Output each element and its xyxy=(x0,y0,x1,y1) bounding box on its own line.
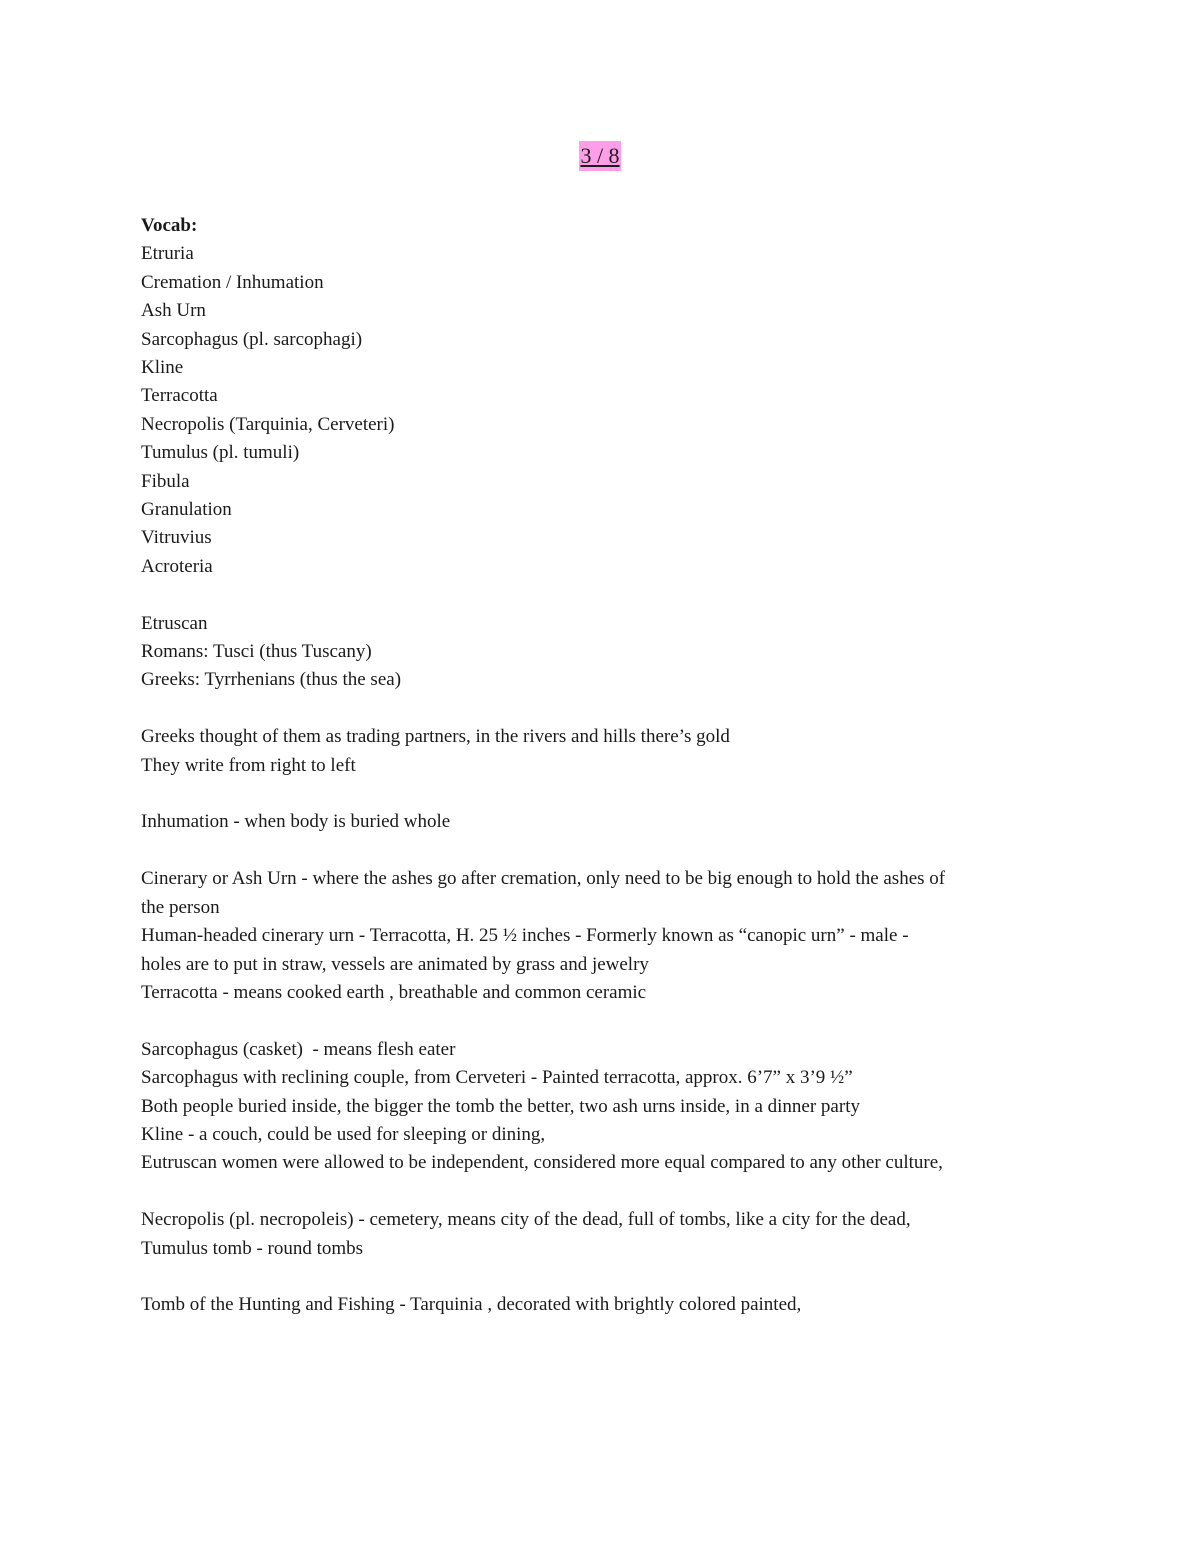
tomb-note: Tomb of the Hunting and Fishing - Tarquinia , decorated with brightly colored painted, xyxy=(141,1294,802,1316)
spacer xyxy=(141,780,1071,808)
vocab-item: Acroteria xyxy=(141,555,213,577)
spacer xyxy=(141,1007,1071,1035)
note-line: They write from right to left xyxy=(141,754,356,776)
note-line: Romans: Tusci (thus Tuscany) xyxy=(141,641,372,663)
vocab-item: Kline xyxy=(141,357,184,379)
vocab-item: Granulation xyxy=(141,499,232,521)
vocab-item: Cremation / Inhumation xyxy=(141,271,324,293)
vocab-item: Sarcophagus (pl. sarcophagi) xyxy=(141,328,363,350)
sarcophagus-section xyxy=(141,1036,1071,1178)
note-line: Terracotta - means cooked earth , breathable and common ceramic xyxy=(141,981,647,1003)
spacer xyxy=(141,837,1071,865)
greeks-section xyxy=(141,723,1071,780)
necropolis-section xyxy=(141,1206,1071,1263)
spacer xyxy=(141,695,1071,723)
vocab-item: Necropolis (Tarquinia, Cerveteri) xyxy=(141,413,395,435)
note-line: Greeks: Tyrrhenians (thus the sea) xyxy=(141,669,402,691)
note-line: Sarcophagus with reclining couple, from Cerveteri - Painted terracotta, approx. 6’7” x 3’9 ½” xyxy=(141,1067,853,1089)
note-line: Necropolis (pl. necropoleis) - cemetery, means city of the dead, full of tombs, like a city for the dead, xyxy=(141,1209,911,1231)
note-line: Human-headed cinerary urn - Terracotta, H. 25 ½ inches - Formerly known as “canopic urn” - male - xyxy=(141,925,909,947)
note-line: Sarcophagus (casket) - means flesh eater xyxy=(141,1038,456,1060)
etruscan-section xyxy=(141,610,1071,695)
note-line: Cinerary or Ash Urn - where the ashes go after cremation, only need to be big enough to hold the ashes of xyxy=(141,868,946,890)
note-line: Tumulus tomb - round tombs xyxy=(141,1237,364,1259)
cinerary-section xyxy=(141,865,1071,1007)
inhumation-note: Inhumation - when body is buried whole xyxy=(141,811,451,833)
spacer xyxy=(141,581,1071,609)
vocab-item: Ash Urn xyxy=(141,300,206,322)
note-line: Greeks thought of them as trading partners, in the rivers and hills there’s gold xyxy=(141,726,730,748)
note-line: the person xyxy=(141,896,220,918)
note-line: holes are to put in straw, vessels are animated by grass and jewelry xyxy=(141,953,649,975)
note-line: Both people buried inside, the bigger the tomb the better, two ash urns inside, in a dinner party xyxy=(141,1095,860,1117)
vocab-item: Vitruvius xyxy=(141,527,212,549)
spacer xyxy=(141,1178,1071,1206)
note-line: Kline - a couch, could be used for sleeping or dining, xyxy=(141,1123,546,1145)
date-heading: 3 / 8 xyxy=(579,141,620,171)
vocab-item: Tumulus (pl. tumuli) xyxy=(141,442,300,464)
vocab-item: Terracotta xyxy=(141,385,218,407)
note-line: Eutruscan women were allowed to be independent, considered more equal compared to any other culture, xyxy=(141,1152,943,1174)
vocab-list xyxy=(141,240,1071,581)
vocab-heading: Vocab: xyxy=(141,215,198,236)
vocab-item: Etruria xyxy=(141,243,194,265)
spacer xyxy=(141,1263,1071,1291)
vocab-item: Fibula xyxy=(141,470,190,492)
note-line: Etruscan xyxy=(141,612,208,634)
date-heading-wrap xyxy=(0,141,1200,171)
notes-body xyxy=(141,212,1071,1320)
